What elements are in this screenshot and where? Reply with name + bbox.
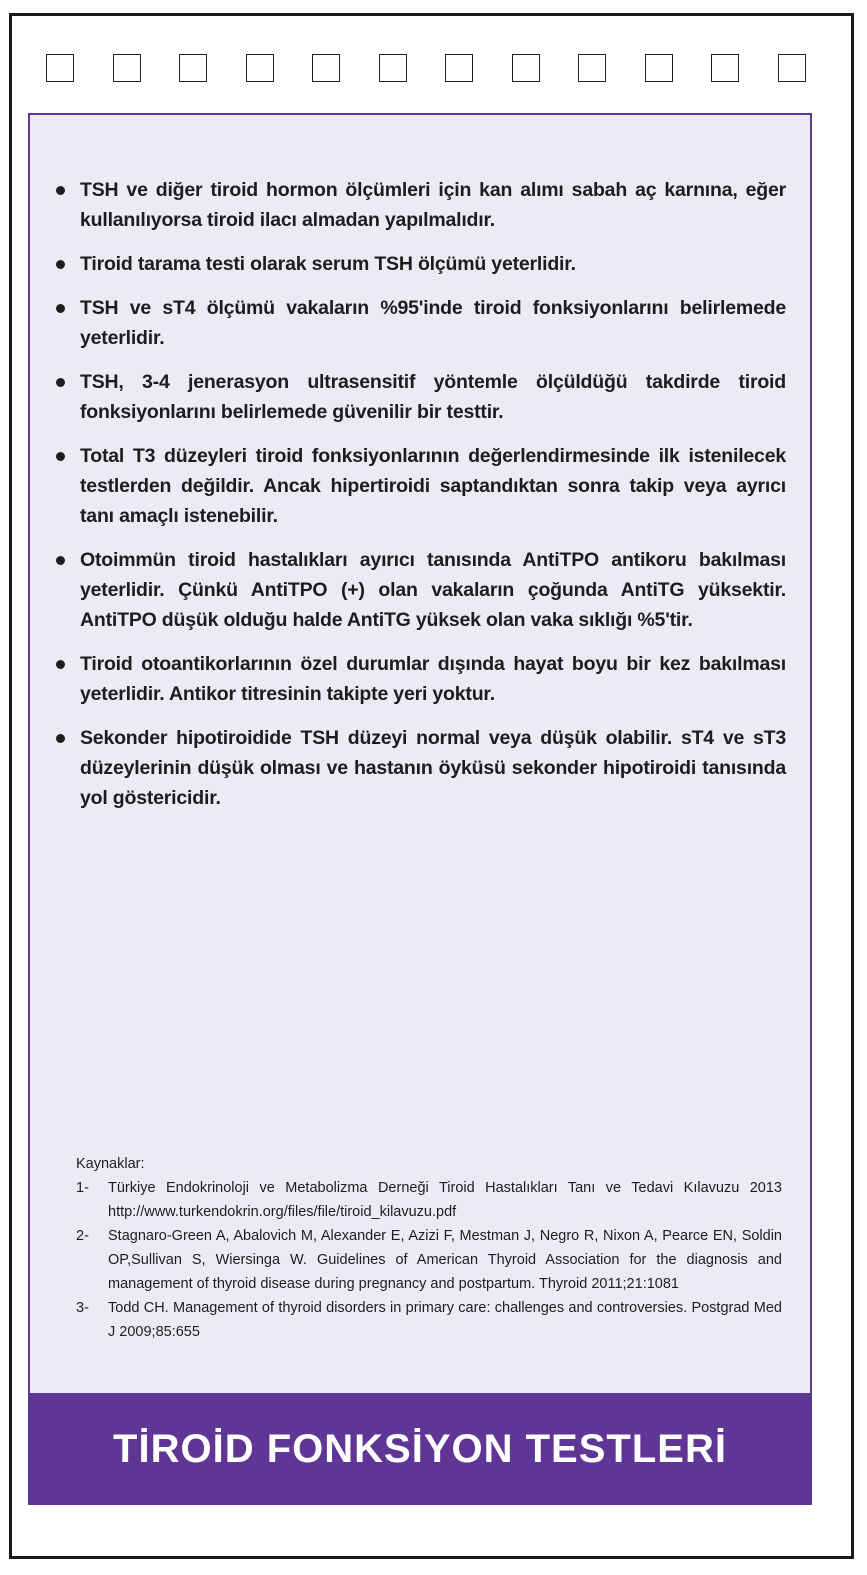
bullet-item (54, 441, 786, 531)
bullet-list (54, 175, 786, 827)
bullet-text: Tiroid tarama testi olarak serum TSH ölçümü yeterlidir. (80, 253, 576, 275)
reference-number: 3- (76, 1300, 89, 1316)
bullet-dot-icon (56, 452, 65, 461)
checkbox[interactable] (246, 54, 274, 82)
bullet-text: TSH ve diğer tiroid hormon ölçümleri için kan alımı sabah aç karnına, eğer kullanılıyorsa tiroid ilacı almadan yapılmalıdır. (80, 179, 786, 231)
checkbox[interactable] (46, 54, 74, 82)
bullet-dot-icon (56, 556, 65, 565)
checkbox[interactable] (445, 54, 473, 82)
checkbox[interactable] (379, 54, 407, 82)
bullet-item (54, 545, 786, 635)
bullet-text: Total T3 düzeyleri tiroid fonksiyonlarının değerlendirmesinde ilk istenilecek testlerden değildir. Ancak hipertiroidi saptandıktan sonra takip veya ayrıcı tanı amaçlı istenebilir. (80, 445, 786, 527)
bullet-text: TSH ve sT4 ölçümü vakaların %95'inde tiroid fonksiyonlarını belirlemede yeterlidir. (80, 297, 786, 349)
reference-text: Türkiye Endokrinoloji ve Metabolizma Derneği Tiroid Hastalıkları Tanı ve Tedavi Kılavuzu 2013 http://www.turkendokrin.org/files/file/tiroid_kilavuzu.pdf (108, 1180, 782, 1220)
references-title: Kaynaklar: (76, 1156, 145, 1172)
bullet-dot-icon (56, 304, 65, 313)
checkbox[interactable] (512, 54, 540, 82)
bullet-item (54, 249, 786, 279)
reference-item (76, 1296, 782, 1344)
bullet-dot-icon (56, 186, 65, 195)
reference-number: 2- (76, 1228, 89, 1244)
checkbox[interactable] (113, 54, 141, 82)
bullet-item (54, 293, 786, 353)
bullet-text: TSH, 3-4 jenerasyon ultrasensitif yöntemle ölçüldüğü takdirde tiroid fonksiyonlarını belirlemede güvenilir bir testtir. (80, 371, 786, 423)
checkbox[interactable] (578, 54, 606, 82)
footer-band (28, 1393, 812, 1505)
checkbox[interactable] (312, 54, 340, 82)
bullet-dot-icon (56, 378, 65, 387)
reference-number: 1- (76, 1180, 89, 1196)
footer-title: TİROİD FONKSİYON TESTLERİ (113, 1426, 727, 1471)
bullet-item (54, 723, 786, 813)
bullet-dot-icon (56, 260, 65, 269)
bullet-dot-icon (56, 734, 65, 743)
reference-item (76, 1176, 782, 1224)
bullet-text: Otoimmün tiroid hastalıkları ayırıcı tanısında AntiTPO antikoru bakılması yeterlidir. Çünkü AntiTPO (+) olan vakaların çoğunda AntiTG yüksektir. AntiTPO düşük olduğu halde AntiTG yüksek olan vaka sıklığı %5'tir. (80, 549, 786, 631)
bullet-text: Sekonder hipotiroidide TSH düzeyi normal veya düşük olabilir. sT4 ve sT3 düzeylerinin düşük olması ve hastanın öyküsü sekonder hipotiroidi tanısında yol göstericidir. (80, 727, 786, 809)
bullet-item (54, 367, 786, 427)
bullet-item (54, 175, 786, 235)
bullet-dot-icon (56, 660, 65, 669)
reference-item (76, 1224, 782, 1296)
checkbox[interactable] (778, 54, 806, 82)
checkbox-row (46, 48, 806, 88)
references-section (76, 1152, 782, 1344)
references-list (76, 1176, 782, 1344)
bullet-item (54, 649, 786, 709)
checkbox[interactable] (711, 54, 739, 82)
checkbox[interactable] (645, 54, 673, 82)
reference-text: Todd CH. Management of thyroid disorders in primary care: challenges and controversies. Postgrad Med J 2009;85:655 (108, 1300, 782, 1340)
reference-text: Stagnaro-Green A, Abalovich M, Alexander E, Azizi F, Mestman J, Negro R, Nixon A, Pearce EN, Soldin OP,Sullivan S, Wiersinga W. Guidelines of American Thyroid Association for the diagnosis and management of thyroid disease during pregnancy and postpartum. Thyroid 2011;21:1081 (108, 1228, 782, 1292)
bullet-text: Tiroid otoantikorlarının özel durumlar dışında hayat boyu bir kez bakılması yeterlidir. Antikor titresinin takipte yeri yoktur. (80, 653, 786, 705)
checkbox[interactable] (179, 54, 207, 82)
